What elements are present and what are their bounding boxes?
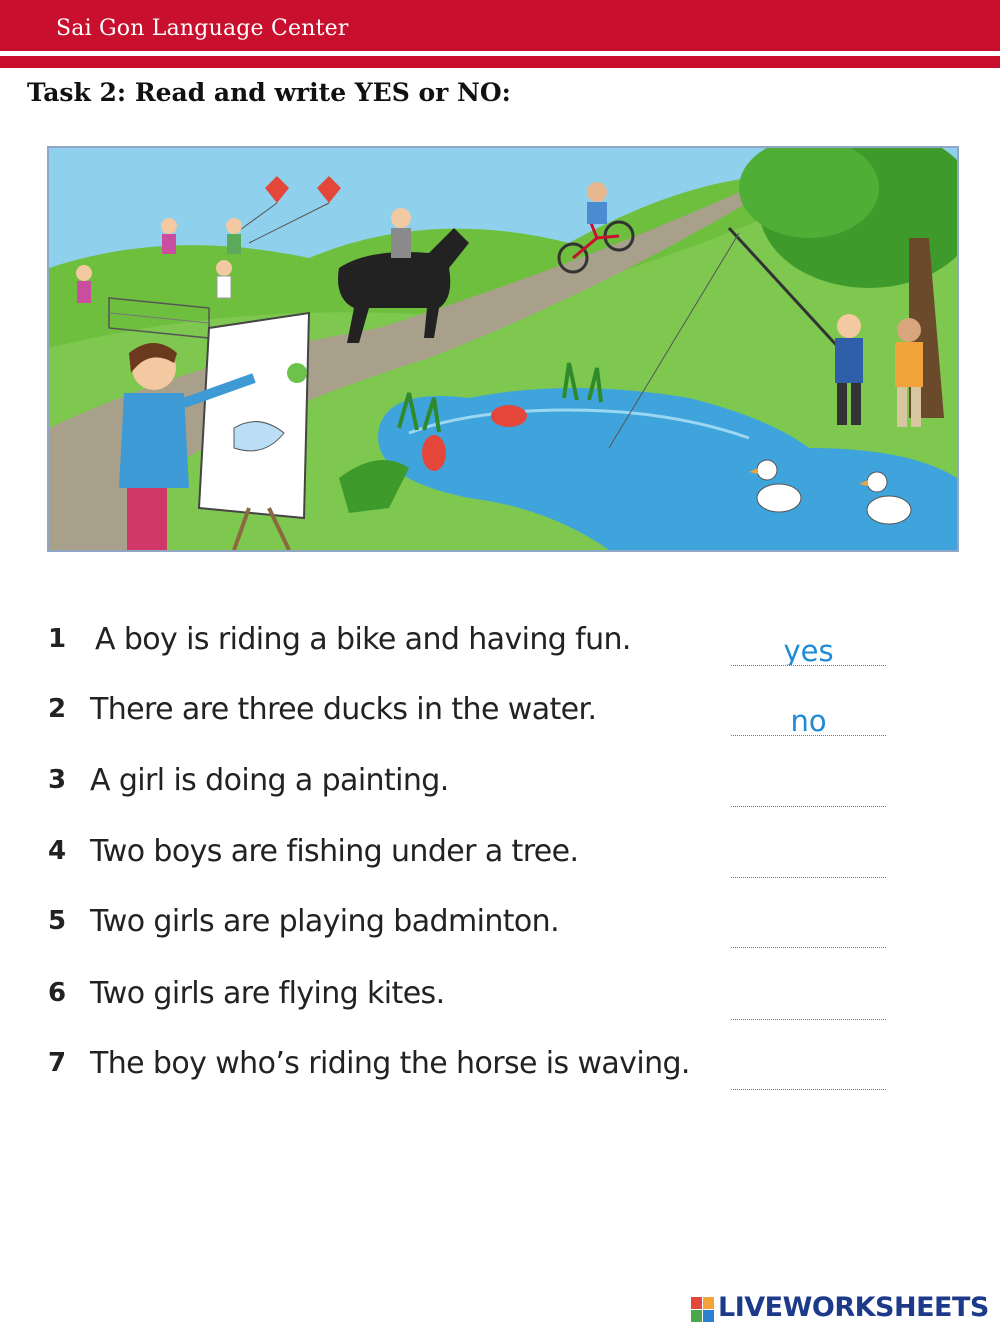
answer-input-6[interactable] (731, 990, 886, 1020)
liveworksheets-logo-icon (691, 1297, 715, 1323)
answer-input-2[interactable] (731, 706, 886, 736)
answer-input-1[interactable] (731, 636, 886, 666)
task-title: Task 2: Read and write YES or NO: (27, 78, 511, 107)
answer-input-3[interactable] (731, 777, 886, 807)
question-row (48, 970, 898, 1020)
question-row (48, 616, 898, 666)
question-row (48, 1040, 898, 1090)
question-number: 1 (48, 624, 67, 654)
question-text: There are three ducks in the water. (90, 692, 597, 727)
question-number: 6 (48, 978, 67, 1008)
question-number: 7 (48, 1048, 67, 1078)
question-number: 3 (48, 765, 67, 795)
park-scene-illustration (47, 146, 959, 552)
answer-input-4[interactable] (731, 848, 886, 878)
question-number: 5 (48, 906, 67, 936)
question-row (48, 686, 898, 736)
park-scene-svg (49, 148, 957, 550)
logo-text: LIVEWORKSHEETS (718, 1292, 989, 1323)
question-text: A girl is doing a painting. (90, 763, 449, 798)
question-text: Two boys are fishing under a tree. (90, 834, 579, 869)
question-number: 2 (48, 694, 67, 724)
question-text: The boy who’s riding the horse is waving. (90, 1046, 690, 1081)
question-row (48, 898, 898, 948)
question-text: Two girls are flying kites. (90, 976, 445, 1011)
question-number: 4 (48, 836, 67, 866)
header-stripe (0, 56, 1000, 68)
answer-input-5[interactable] (731, 918, 886, 948)
question-text: A boy is riding a bike and having fun. (95, 622, 631, 657)
question-row (48, 828, 898, 878)
question-row (48, 757, 898, 807)
question-text: Two girls are playing badminton. (90, 904, 560, 939)
center-name: Sai Gon Language Center (56, 16, 349, 41)
answer-input-7[interactable] (731, 1060, 886, 1090)
